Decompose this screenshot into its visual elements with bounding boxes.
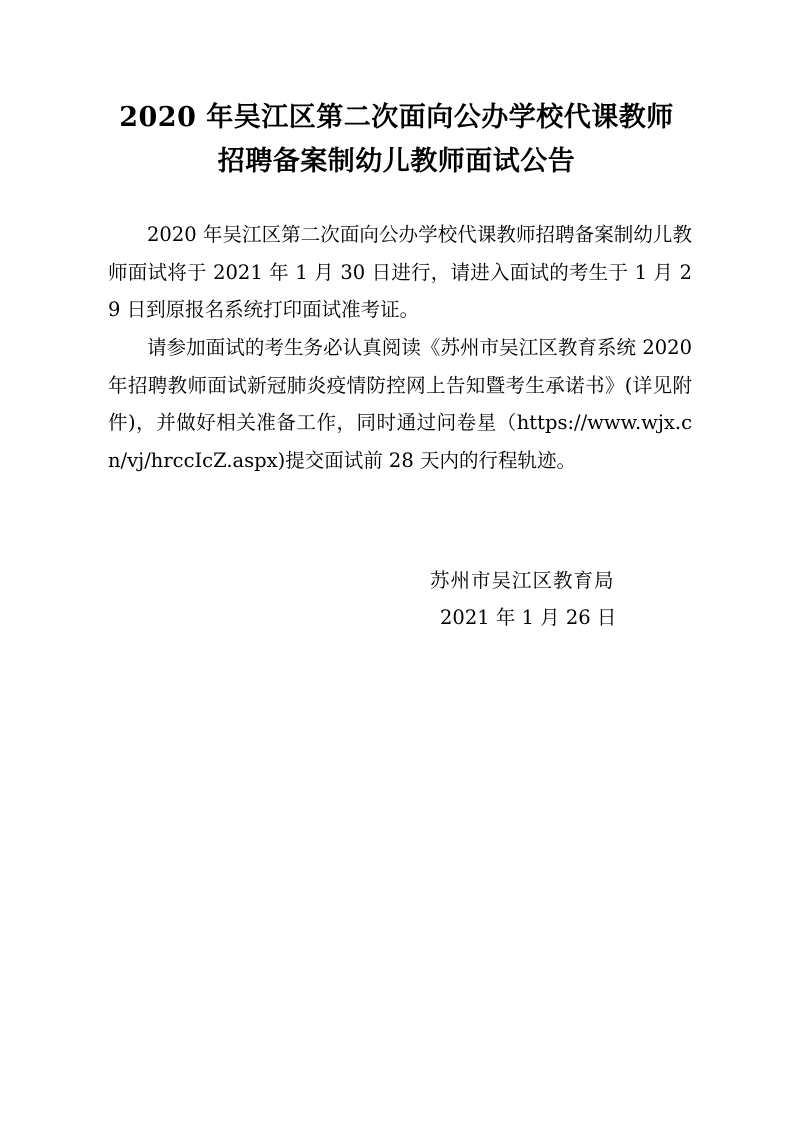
- body-paragraph-1: 2020 年吴江区第二次面向公办学校代课教师招聘备案制幼儿教师面试将于 2021 年 1 月 30 日进行，请进入面试的考生于 1 月 29 日到原报名系统打印面试准考证。: [108, 223, 692, 321]
- signature-organization: 苏州市吴江区教育局: [430, 569, 615, 592]
- document-title-line-1: 2020 年吴江区第二次面向公办学校代课教师: [119, 102, 674, 133]
- signature-date: 2021 年 1 月 26 日: [440, 606, 617, 629]
- body-paragraph-2: 请参加面试的考生务必认真阅读《苏州市吴江区教育系统 2020 年招聘教师面试新冠肺炎疫情防控网上告知暨考生承诺书》(详见附件)，并做好相关准备工作，同时通过问卷星（https://www.wjx.cn/vj/hrccIcZ.aspx)提交面试前 28 天内的行程轨迹。: [108, 336, 692, 472]
- document-title-line-2: 招聘备案制幼儿教师面试公告: [217, 146, 576, 177]
